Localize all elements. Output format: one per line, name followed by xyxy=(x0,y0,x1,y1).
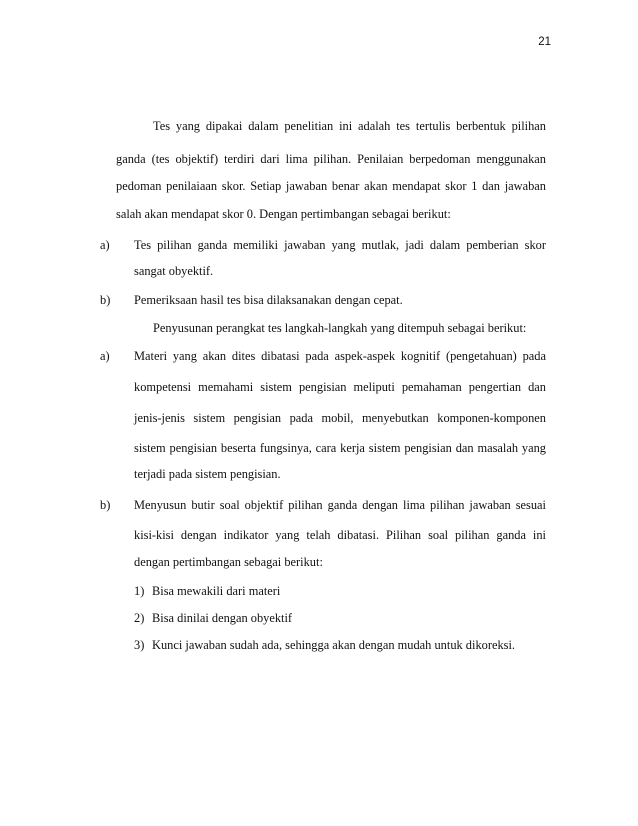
list-marker: b) xyxy=(100,293,111,307)
list-item-line: sangat obyektif. xyxy=(134,264,214,278)
sublist-item: Bisa mewakili dari materi xyxy=(152,584,281,598)
sublist-item: Bisa dinilai dengan obyektif xyxy=(152,611,293,625)
list-item-line: terjadi pada sistem pengisian. xyxy=(134,467,281,481)
list-marker: b) xyxy=(100,498,111,512)
list-item-line: kisi-kisi dengan indikator yang telah dibatasi. Pilihan soal pilihan ganda ini xyxy=(134,528,546,542)
paragraph-line: ganda (tes objektif) terdiri dari lima pilihan. Penilaian berpedoman menggunakan xyxy=(116,152,546,166)
list-item-line: Menyusun butir soal objektif pilihan ganda dengan lima pilihan jawaban sesuai xyxy=(134,498,546,512)
paragraph-line: pedoman penilaiaan skor. Setiap jawaban benar akan mendapat skor 1 dan jawaban xyxy=(116,179,546,193)
list-marker: a) xyxy=(100,349,110,363)
sublist-item: Kunci jawaban sudah ada, sehingga akan dengan mudah untuk dikoreksi. xyxy=(152,638,516,652)
paragraph-line: Tes yang dipakai dalam penelitian ini adalah tes tertulis berbentuk pilihan xyxy=(153,119,546,133)
list-marker: a) xyxy=(100,238,110,252)
list-item-line: Tes pilihan ganda memiliki jawaban yang mutlak, jadi dalam pemberian skor xyxy=(134,238,546,252)
list-item-line: Pemeriksaan hasil tes bisa dilaksanakan dengan cepat. xyxy=(134,293,403,307)
list-item-line: dengan pertimbangan sebagai berikut: xyxy=(134,555,323,569)
list-item-line: kompetensi memahami sistem pengisian meliputi pemahaman pengertian dan xyxy=(134,380,546,394)
page-number: 21 xyxy=(538,36,551,48)
sublist-marker: 1) xyxy=(134,584,145,598)
sublist-marker: 3) xyxy=(134,638,145,652)
list-item-line: sistem pengisian beserta fungsinya, cara kerja sistem pengisian dan masalah yang xyxy=(134,441,546,455)
paragraph-line: Penyusunan perangkat tes langkah-langkah yang ditempuh sebagai berikut: xyxy=(153,321,527,335)
list-item-line: jenis-jenis sistem pengisian pada mobil, menyebutkan komponen-komponen xyxy=(134,411,546,425)
sublist-marker: 2) xyxy=(134,611,145,625)
list-item-line: Materi yang akan dites dibatasi pada aspek-aspek kognitif (pengetahuan) pada xyxy=(134,349,546,363)
paragraph-line: salah akan mendapat skor 0. Dengan pertimbangan sebagai berikut: xyxy=(116,207,451,221)
